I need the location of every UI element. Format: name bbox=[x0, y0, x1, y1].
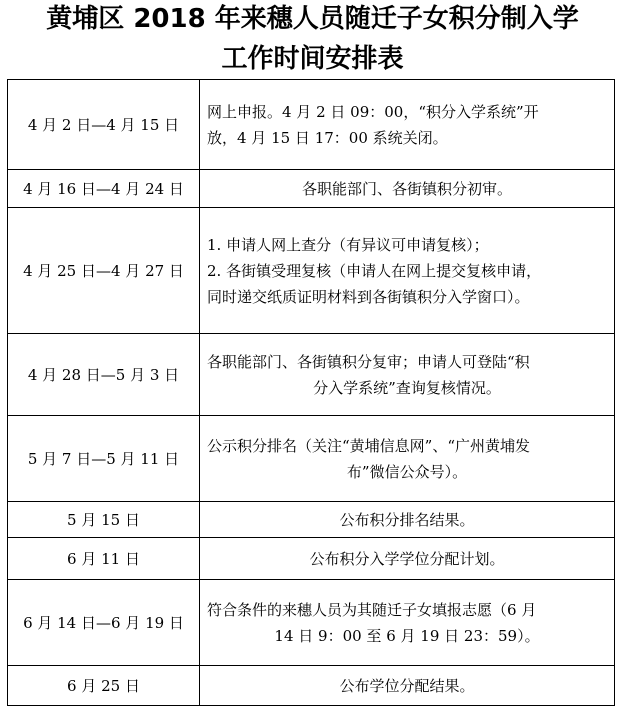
description-cell bbox=[200, 416, 615, 502]
table-row bbox=[8, 538, 615, 580]
description-cell bbox=[200, 208, 615, 334]
page-title-line-2: 工作时间安排表 bbox=[221, 44, 404, 74]
description-cell bbox=[200, 538, 615, 580]
description-cell bbox=[200, 502, 615, 538]
table-row bbox=[8, 580, 615, 666]
description-line: 布”微信公众号）。 bbox=[346, 462, 468, 481]
description-line: 各职能部门、各街镇积分初审。 bbox=[301, 179, 512, 198]
description-line: 同时递交纸质证明材料到各街镇积分入学窗口）。 bbox=[207, 287, 530, 306]
date-cell: 5 月 15 日 bbox=[8, 502, 200, 538]
description-cell bbox=[200, 666, 615, 706]
description-line: 2. 各街镇受理复核（申请人在网上提交复核申请， bbox=[207, 261, 542, 280]
description-line: 符合条件的来穗人员为其随迁子女填报志愿（6 月 bbox=[207, 600, 537, 619]
date-cell: 6 月 25 日 bbox=[8, 666, 200, 706]
description-line: 网上申报。4 月 2 日 09：00，“积分入学系统”开 bbox=[207, 102, 539, 121]
date-cell: 5 月 7 日—5 月 11 日 bbox=[8, 416, 200, 502]
date-cell: 6 月 14 日—6 月 19 日 bbox=[8, 580, 200, 666]
table-row bbox=[8, 208, 615, 334]
date-cell: 4 月 28 日—5 月 3 日 bbox=[8, 334, 200, 416]
page-title-line-1: 黄埔区 2018 年来穗人员随迁子女积分制入学 bbox=[46, 4, 579, 34]
table-row bbox=[8, 666, 615, 706]
date-cell: 4 月 2 日—4 月 15 日 bbox=[8, 80, 200, 170]
description-line: 各职能部门、各街镇积分复审；申请人可登陆“积 bbox=[207, 352, 530, 371]
table-row bbox=[8, 170, 615, 208]
description-line: 公示积分排名（关注“黄埔信息网”、“广州黄埔发 bbox=[207, 436, 531, 455]
description-line: 分入学系统”查询复核情况。 bbox=[313, 378, 501, 397]
table-row bbox=[8, 80, 615, 170]
description-line: 放，4 月 15 日 17：00 系统关闭。 bbox=[207, 128, 448, 147]
description-line: 公布积分排名结果。 bbox=[339, 510, 475, 529]
table-row bbox=[8, 416, 615, 502]
description-cell bbox=[200, 334, 615, 416]
description-cell bbox=[200, 580, 615, 666]
description-cell bbox=[200, 170, 615, 208]
description-line: 1. 申请人网上查分（有异议可申请复核）； bbox=[207, 235, 489, 254]
table-row bbox=[8, 502, 615, 538]
description-cell bbox=[200, 80, 615, 170]
description-line: 公布积分入学学位分配计划。 bbox=[309, 549, 505, 568]
schedule-table bbox=[7, 79, 615, 706]
date-cell: 4 月 16 日—4 月 24 日 bbox=[8, 170, 200, 208]
date-cell: 4 月 25 日—4 月 27 日 bbox=[8, 208, 200, 334]
date-cell: 6 月 11 日 bbox=[8, 538, 200, 580]
description-line: 14 日 9：00 至 6 月 19 日 23：59）。 bbox=[274, 626, 540, 645]
table-row bbox=[8, 334, 615, 416]
description-line: 公布学位分配结果。 bbox=[339, 676, 475, 695]
